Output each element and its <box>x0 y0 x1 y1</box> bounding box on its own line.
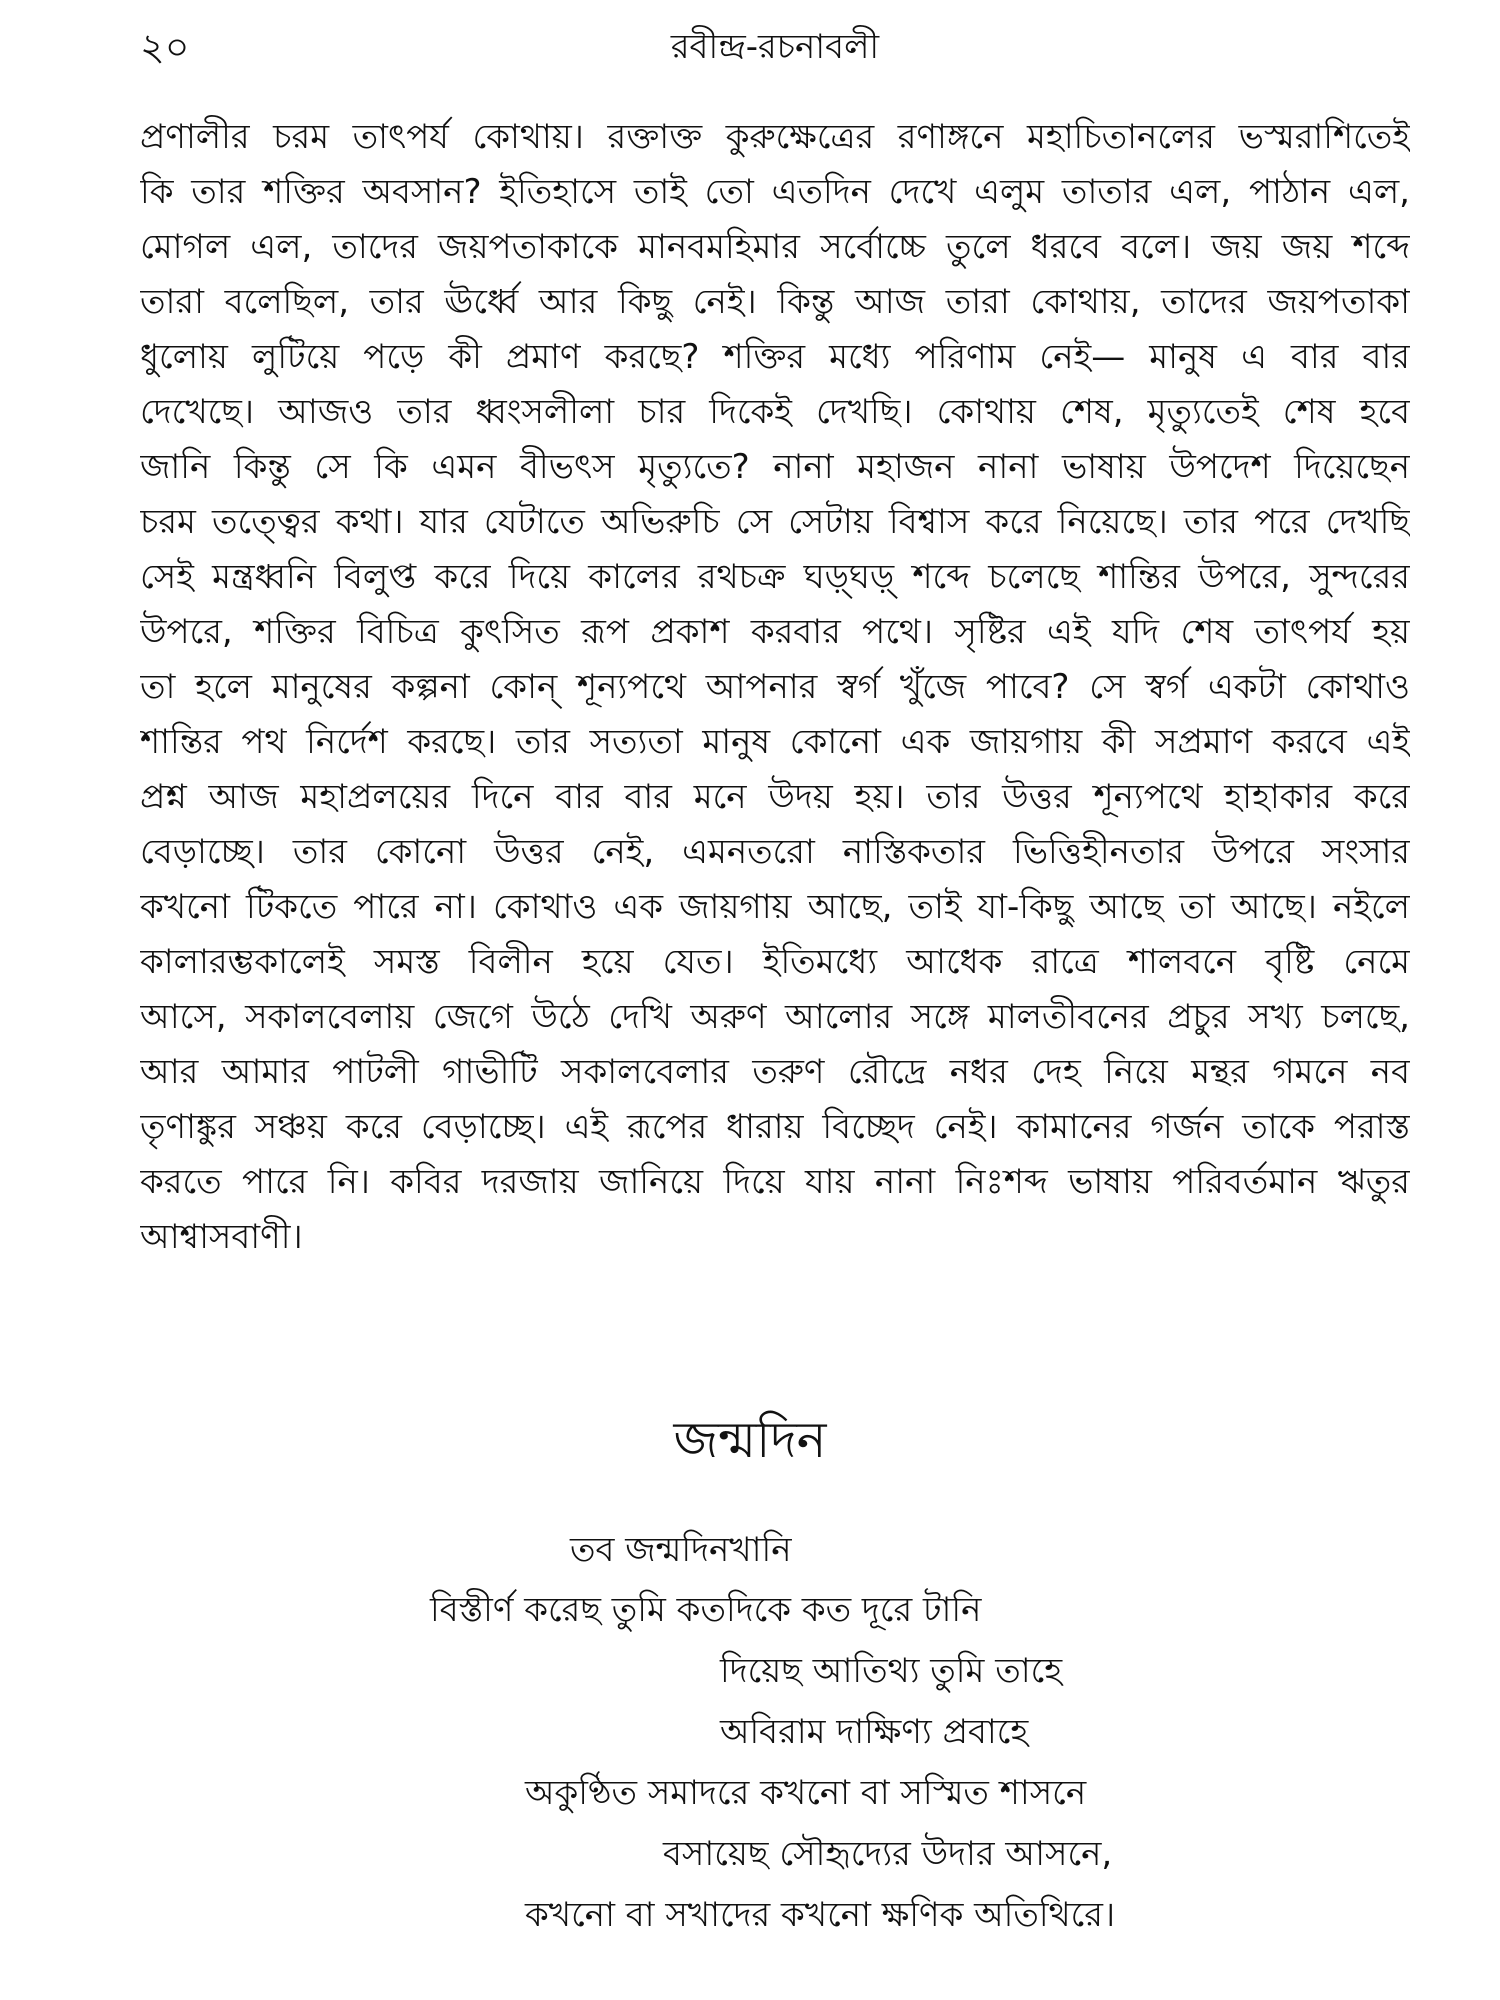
prose-line: তারা বলেছিল, তার ঊর্ধ্বে আর কিছু নেই। কিন্তু আজ তারা কোথায়, তাদের জয়পতাকা <box>140 282 1410 322</box>
prose-line: প্রশ্ন আজ মহাপ্রলয়ের দিনে বার বার মনে উদয় হয়। তার উত্তর শূন্যপথে হাহাকার করে <box>140 777 1410 817</box>
prose-line: করতে পারে নি। কবির দরজায় জানিয়ে দিয়ে যায় নানা নিঃশব্দ ভাষায় পরিবর্তমান ঋতুর <box>140 1162 1410 1202</box>
page-header <box>140 22 1410 72</box>
prose-line: আর আমার পাটলী গাভীটি সকালবেলার তরুণ রৌদ্রে নধর দেহ নিয়ে মন্থর গমনে নব <box>140 1052 1410 1092</box>
poem-line: তব জন্মদিনখানি <box>570 1530 792 1570</box>
page-number: ২০ <box>140 25 190 69</box>
poem-line: কখনো বা সখাদের কখনো ক্ষণিক অতিথিরে। <box>525 1895 1116 1935</box>
prose-line: মোগল এল, তাদের জয়পতাকাকে মানবমহিমার সর্বোচ্চে তুলে ধরবে বলে। জয় জয় শব্দে <box>140 227 1410 267</box>
poem-line: দিয়েছ আতিথ্য তুমি তাহে <box>720 1651 1063 1691</box>
prose-line: আশ্বাসবাণী। <box>140 1217 303 1257</box>
prose-line: সেই মন্ত্রধ্বনি বিলুপ্ত করে দিয়ে কালের রথচক্র ঘড়্‌ঘড়্‌ শব্দে চলেছে শান্তির উপরে, সুন্দরের <box>140 557 1410 597</box>
prose-line: কি তার শক্তির অবসান? ইতিহাসে তাই তো এতদিন দেখে এলুম তাতার এল, পাঠান এল, <box>140 172 1410 212</box>
prose-line: কখনো টিকতে পারে না। কোথাও এক জায়গায় আছে, তাই যা-কিছু আছে তা আছে। নইলে <box>140 887 1410 927</box>
prose-line: শান্তির পথ নির্দেশ করছে। তার সত্যতা মানুষ কোনো এক জায়গায় কী সপ্রমাণ করবে এই <box>140 722 1410 762</box>
prose-line: জানি কিন্তু সে কি এমন বীভৎস মৃত্যুতে? নানা মহাজন নানা ভাষায় উপদেশ দিয়েছেন <box>140 447 1410 487</box>
prose-line: আসে, সকালবেলায় জেগে উঠে দেখি অরুণ আলোর সঙ্গে মালতীবনের প্রচুর সখ্য চলছে, <box>140 997 1410 1037</box>
poem-line: বসায়েছ সৌহৃদ্যের উদার আসনে, <box>663 1834 1113 1874</box>
book-title: রবীন্দ্র-রচনাবলী <box>670 27 880 67</box>
prose-line: প্রণালীর চরম তাৎপর্য কোথায়। রক্তাক্ত কুরুক্ষেত্রের রণাঙ্গনে মহাচিতানলের ভস্মরাশিতেই <box>140 117 1410 157</box>
prose-line: চরম তত্ত্বের কথা। যার যেটাতে অভিরুচি সে সেটায় বিশ্বাস করে নিয়েছে। তার পরে দেখছি <box>140 502 1410 542</box>
prose-line: ধুলোয় লুটিয়ে পড়ে কী প্রমাণ করছে? শক্তির মধ্যে পরিণাম নেই— মানুষ এ বার বার <box>140 337 1410 377</box>
poem-line: অবিরাম দাক্ষিণ্য প্রবাহে <box>720 1712 1029 1752</box>
prose-line: দেখেছে। আজও তার ধ্বংসলীলা চার দিকেই দেখছি। কোথায় শেষ, মৃত্যুতেই শেষ হবে <box>140 392 1410 432</box>
poem-line: অকুণ্ঠিত সমাদরে কখনো বা সস্মিত শাসনে <box>525 1773 1087 1813</box>
prose-line: তা হলে মানুষের কল্পনা কোন্‌ শূন্যপথে আপনার স্বর্গ খুঁজে পাবে? সে স্বর্গ একটা কোথাও <box>140 667 1410 707</box>
prose-line: বেড়াচ্ছে। তার কোনো উত্তর নেই, এমনতরো নাস্তিকতার ভিত্তিহীনতার উপরে সংসার <box>140 832 1410 872</box>
poem-title: জন্মদিন <box>673 1411 827 1469</box>
prose-section <box>140 110 1410 1265</box>
prose-line: উপরে, শক্তির বিচিত্র কুৎসিত রূপ প্রকাশ করবার পথে। সৃষ্টির এই যদি শেষ তাৎপর্য হয় <box>140 612 1410 652</box>
prose-line: কালারম্ভকালেই সমস্ত বিলীন হয়ে যেত। ইতিমধ্যে আধেক রাত্রে শালবনে বৃষ্টি নেমে <box>140 942 1410 982</box>
prose-line: তৃণাঙ্কুর সঞ্চয় করে বেড়াচ্ছে। এই রূপের ধারায় বিচ্ছেদ নেই। কামানের গর্জন তাকে পরাস্ত <box>140 1107 1410 1147</box>
poem-line: বিস্তীর্ণ করেছ তুমি কতদিকে কত দূরে টানি <box>430 1590 982 1630</box>
